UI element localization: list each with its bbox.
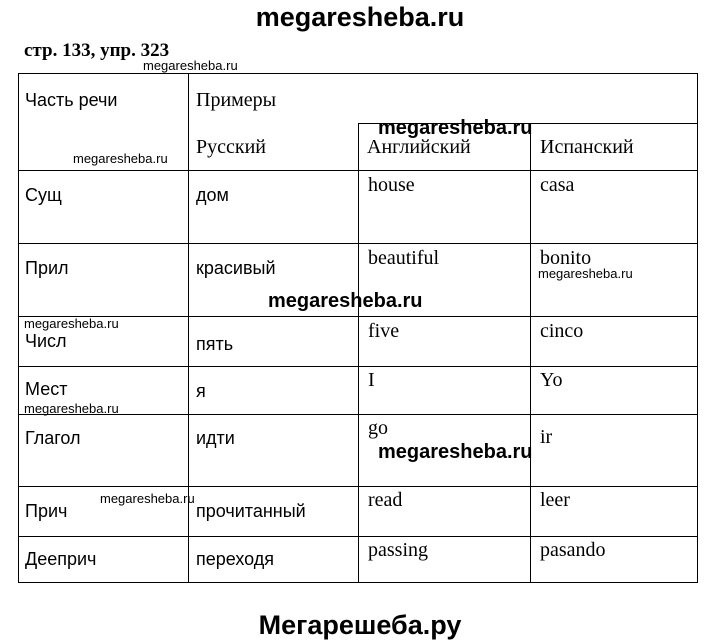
watermark: megaresheba.ru bbox=[24, 401, 119, 416]
header-english: Английский bbox=[367, 136, 471, 158]
watermark: megaresheba.ru bbox=[143, 58, 238, 73]
table-border-top bbox=[18, 73, 698, 74]
row-english: passing bbox=[368, 539, 428, 561]
row-part: Мест bbox=[25, 379, 68, 399]
row-russian: дом bbox=[196, 185, 229, 205]
table-border-right bbox=[697, 73, 698, 583]
row-russian: переходя bbox=[196, 549, 275, 569]
row-russian: красивый bbox=[196, 258, 276, 278]
watermark: megaresheba.ru bbox=[538, 266, 633, 281]
watermark: megaresheba.ru bbox=[268, 290, 423, 312]
row-part: Дееприч bbox=[25, 549, 97, 569]
row-spanish: cinco bbox=[540, 320, 584, 342]
row-spanish: casa bbox=[540, 174, 575, 196]
header-russian: Русский bbox=[196, 136, 266, 158]
row-part: Числ bbox=[25, 331, 67, 351]
watermark: megaresheba.ru bbox=[100, 491, 195, 506]
row-russian: я bbox=[196, 381, 206, 401]
row-russian: пять bbox=[196, 334, 234, 354]
row-spanish: bonito bbox=[540, 247, 592, 269]
table-border-left bbox=[18, 73, 19, 583]
row-english: beautiful bbox=[368, 247, 440, 269]
watermark: megaresheba.ru bbox=[378, 117, 533, 139]
header-part-of-speech: Часть речи bbox=[25, 90, 118, 110]
row-part: Прил bbox=[25, 258, 69, 278]
header-examples: Примеры bbox=[196, 89, 277, 111]
row-russian: прочитанный bbox=[196, 501, 306, 521]
row-english: I bbox=[368, 369, 375, 391]
row-russian: идти bbox=[196, 428, 235, 448]
watermark: megaresheba.ru bbox=[73, 151, 168, 166]
table-line bbox=[188, 73, 189, 583]
watermark: megaresheba.ru bbox=[378, 441, 533, 463]
row-english: house bbox=[368, 174, 415, 196]
header-spanish: Испанский bbox=[540, 136, 634, 158]
row-spanish: pasando bbox=[540, 539, 606, 561]
watermark: megaresheba.ru bbox=[24, 316, 119, 331]
row-english: go bbox=[368, 417, 388, 439]
row-english: read bbox=[368, 489, 403, 511]
site-header: megaresheba.ru bbox=[255, 2, 465, 32]
row-english: five bbox=[368, 320, 400, 342]
row-part: Сущ bbox=[25, 185, 62, 205]
table-line bbox=[358, 123, 359, 583]
exercise-heading: стр. 133, упр. 323 bbox=[24, 40, 170, 61]
row-part: Глагол bbox=[25, 428, 81, 448]
row-spanish: Yo bbox=[540, 369, 563, 391]
row-spanish: leer bbox=[540, 489, 570, 511]
site-footer: Мегарешеба.ру bbox=[258, 610, 462, 640]
table-line bbox=[530, 123, 531, 583]
row-spanish: ir bbox=[540, 426, 553, 448]
row-part: Прич bbox=[25, 501, 68, 521]
